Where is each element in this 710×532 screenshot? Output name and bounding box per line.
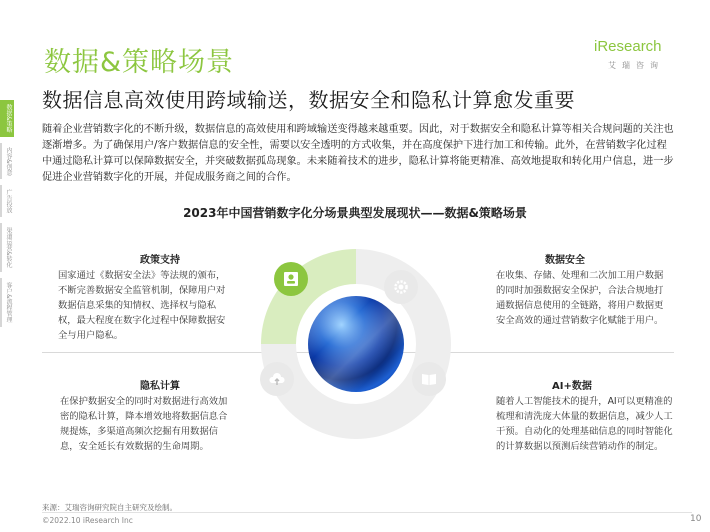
user-card-icon [274,262,308,296]
logo-text: iResearch [594,38,662,55]
upload-cloud-icon [260,362,294,396]
copyright: ©2022.10 iResearch Inc [42,516,133,525]
logo-subtext: 艾瑞咨询 [608,61,664,70]
sidebar-item-label: 内容&创意 [5,146,12,176]
gear-icon [384,270,418,304]
page-title: 数据&策略场景 [44,47,235,78]
gear-glyph [392,278,410,296]
book-icon [412,362,446,396]
quadrant-title-data-security: 数据安全 [545,255,585,266]
sidebar-item-data-strategy[interactable] [0,100,14,137]
quadrant-body-data-security: 在收集、存储、处理和二次加工用户数据的同时加强数据安全保护，合法合规地打通数据信息使用的全链路，将用户数据更安全高效的通过营销数字化赋能于用户。 [496,270,664,326]
footer-divider [42,512,692,513]
upload-cloud-glyph [268,370,286,388]
sidebar-item-label: 渠道运营&转化 [5,227,12,269]
figure-title: 2023年中国营销数字化分场景典型发展现状——数据&策略场景 [183,206,527,220]
sidebar-item-content-creative[interactable] [0,143,14,180]
page-subtitle: 数据信息高效使用跨域输送，数据安全和隐私计算愈发重要 [42,88,575,112]
center-silk-image [308,296,404,392]
page-number: 10 [690,514,702,524]
sidebar-item-channel-ops[interactable] [0,223,14,272]
quadrant-title-ai-data: AI+数据 [552,381,592,392]
sidebar-item-label: 数据&策略 [5,104,12,133]
brand-logo [588,38,684,78]
book-glyph [420,370,438,388]
sidebar-item-label: 客户&流程管理 [5,282,12,323]
sidebar-item-customer-process[interactable] [0,278,14,327]
user-card-glyph [282,270,300,288]
intro-paragraph [42,122,674,186]
quadrant-body-ai-data: 随着人工智能技术的提升，AI可以更精准的梳理和清洗庞大体量的数据信息，减少人工干预。自动化的处理基础信息的同时智能化的计算数据以预测后续营销动作的制定。 [496,396,673,452]
sidebar-item-label: 广告投放 [5,189,12,214]
intro-text: 随着企业营销数字化的不断升级，数据信息的高效使用和跨域输送变得越来越重要。因此，对于数据安全和隐私计算等相关合规问题的关注也逐渐增多。为了确保用户/客户数据信息的安全性，需要以安全透明的方式收集，并在高度保护下进行加工和传输。此外，在营销数字化过程中通过隐私计算可以保障数据安全，并突破数据孤岛现象。未来随着技术的进步，隐私计算将能更精准、高效地提取和转化用户信息，进一步促进企业营销数字化的开展，并促成服务商之间的合作。 [42,124,674,183]
quadrant-body-policy: 国家通过《数据安全法》等法规的颁布，不断完善数据安全监管机制，保障用户对数据信息采集的知情权、选择权与隐私权，最大程度在数字化过程中保障数据安全与用户隐私。 [58,270,226,341]
quadrant-title-policy: 政策支持 [140,255,180,266]
source-note: 来源：艾瑞咨询研究院自主研究及绘制。 [42,503,177,512]
quadrant-title-privacy-computing: 隐私计算 [140,381,180,392]
quadrant-body-privacy-computing: 在保护数据安全的同时对数据进行高效加密的隐私计算，降本增效地将数据信息合规提炼，多渠道高频次挖掘有用数据信息，安全延长有效数据的生命周期。 [60,396,228,452]
